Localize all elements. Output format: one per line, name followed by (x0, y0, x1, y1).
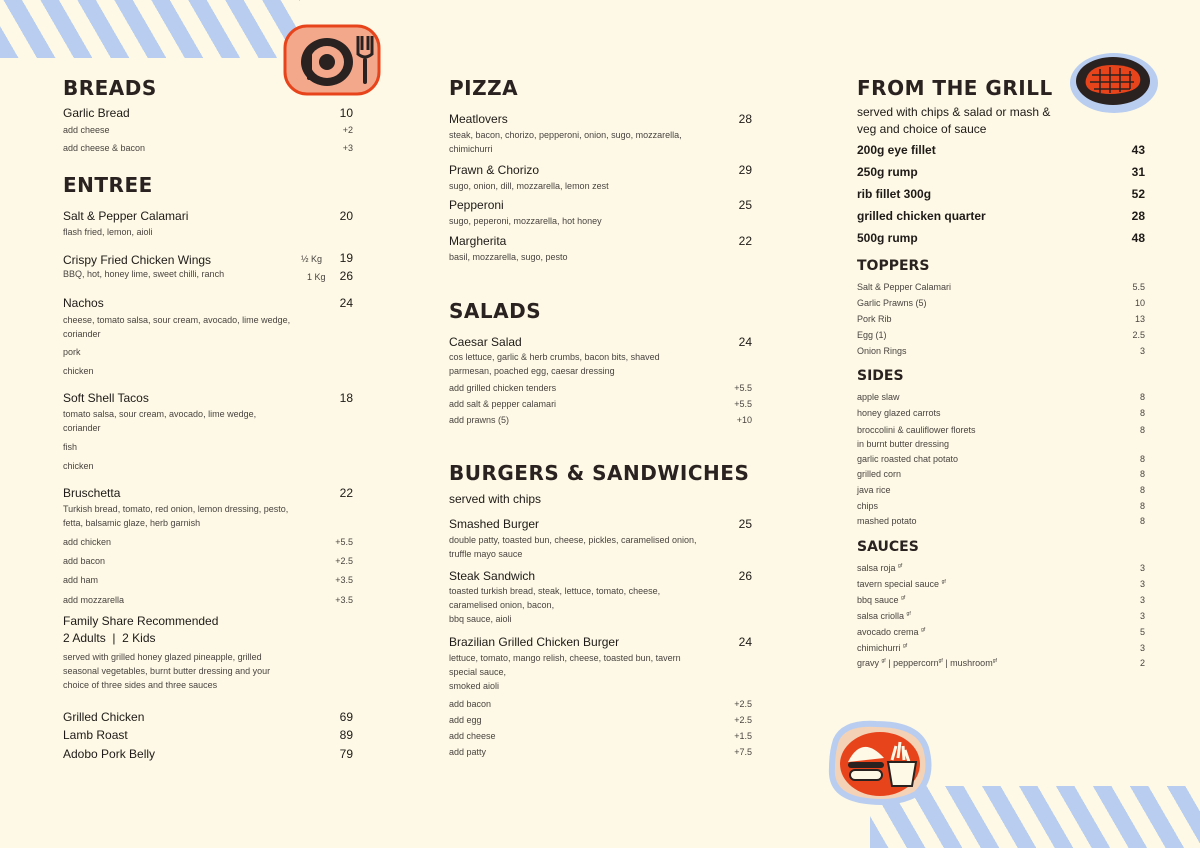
sauce-row: salsa roja $^{gf}$ 3 (857, 563, 1145, 573)
addon-add-cheese-bacon: add cheese & bacon +3 (63, 143, 353, 153)
burgers-heading: BURGERS & SANDWICHES (449, 461, 750, 485)
addon-row: add chicken +5.5 (63, 537, 353, 547)
side-row: grilled corn 8 (857, 469, 1145, 479)
gluten-free-tag: gf (992, 658, 997, 664)
side-row: java rice 8 (857, 485, 1145, 495)
addon-row: add ham +3.5 (63, 575, 353, 585)
topper-row: Pork Rib 13 (857, 314, 1145, 324)
side-row: garlic roasted chat potato 8 (857, 454, 1145, 464)
wings-price-kg: 26 (339, 269, 353, 283)
topper-row: Garlic Prawns (5) 10 (857, 298, 1145, 308)
addon-row: add bacon +2.5 (63, 556, 353, 566)
prawn-chorizo-description: sugo, onion, dill, mozzarella, lemon zest (449, 181, 609, 191)
bruschetta-description: Turkish bread, tomato, red onion, lemon dressing, pesto, fetta, balsamic glaze, herb garnish (63, 504, 289, 528)
entree-heading: ENTREE (63, 173, 153, 197)
menu-item-grilled-chicken: Grilled Chicken 69 (63, 710, 353, 724)
menu-item-nachos: Nachos 24 (63, 296, 353, 310)
margherita-description: basil, mozzarella, sugo, pesto (449, 252, 568, 262)
menu-item-pepperoni: Pepperoni 25 (449, 198, 752, 212)
addon-row: add patty +7.5 (449, 747, 752, 757)
tacos-option-chicken: chicken (63, 461, 94, 471)
topper-row: Onion Rings 3 (857, 346, 1145, 356)
addon-row: add salt & pepper calamari +5.5 (449, 399, 752, 409)
brazilian-burger-description: lettuce, tomato, mango relish, cheese, toasted bun, tavern special sauce, (449, 653, 681, 677)
menu-item-margherita: Margherita 22 (449, 234, 752, 248)
topper-row: Egg (1) 2.5 (857, 330, 1145, 340)
gluten-free-tag: gf (881, 658, 886, 664)
menu-item-steak-sandwich: Steak Sandwich 26 (449, 569, 752, 583)
menu-item-meatlovers: Meatlovers 28 (449, 112, 752, 126)
nachos-description: cheese, tomato salsa, sour cream, avocado, lime wedge, coriander (63, 315, 291, 339)
sauce-row: bbq sauce $^{gf}$ 3 (857, 595, 1145, 605)
gluten-free-tag: gf (898, 563, 903, 569)
gluten-free-tag: gf (938, 658, 943, 664)
menu-item-bruschetta: Bruschetta 22 (63, 486, 353, 500)
nachos-option-pork: pork (63, 347, 81, 357)
menu-item-lamb-roast: Lamb Roast 89 (63, 728, 353, 742)
menu-item-smashed-burger: Smashed Burger 25 (449, 517, 752, 531)
menu-item-chicken-wings: Crispy Fried Chicken Wings ½ Kg 19 1 Kg 26 (63, 251, 353, 283)
side-row: apple slaw 8 (857, 392, 1145, 402)
gluten-free-tag: gf (903, 643, 908, 649)
menu-item-calamari: Salt & Pepper Calamari 20 (63, 209, 353, 223)
addon-row: add mozzarella +3.5 (63, 595, 353, 605)
addon-add-cheese: add cheese +2 (63, 125, 353, 135)
breads-heading: BREADS (63, 76, 157, 100)
menu-item-caesar-salad: Caesar Salad 24 (449, 335, 752, 349)
side-description: in burnt butter dressing (857, 439, 950, 449)
nachos-option-chicken: chicken (63, 366, 94, 376)
wings-description: BBQ, hot, honey lime, sweet chilli, ranch (63, 269, 225, 279)
burger-fries-icon (826, 720, 934, 811)
addon-row: add egg +2.5 (449, 715, 752, 725)
family-share-subtitle: 2 Adults | 2 Kids (63, 631, 156, 645)
family-share-title: Family Share Recommended (63, 614, 219, 628)
side-row: mashed potato 8 (857, 516, 1145, 526)
family-share-description: served with grilled honey glazed pineapple, grilled seasonal vegetables, burnt butter dressing and your choice of three sides and three sauces (63, 652, 271, 690)
sauce-row: chimichurri $^{gf}$ 3 (857, 643, 1145, 653)
sauce-row: tavern special sauce $^{gf}$ 3 (857, 579, 1145, 589)
menu-item-brazilian-chicken-burger: Brazilian Grilled Chicken Burger 24 (449, 635, 752, 649)
stripe-decoration-top (0, 0, 300, 58)
burgers-subtitle: served with chips (449, 492, 542, 506)
menu-item-tacos: Soft Shell Tacos 18 (63, 391, 353, 405)
steak-sandwich-description-2: bbq sauce, aioli (449, 614, 512, 624)
menu-item-eye-fillet: 200g eye fillet 43 (857, 143, 1145, 157)
wings-price-half: 19 (339, 251, 353, 265)
menu-item-chicken-quarter: grilled chicken quarter 28 (857, 209, 1145, 223)
sauce-row: avocado crema $^{gf}$ 5 (857, 627, 1145, 637)
sides-heading: SIDES (857, 368, 904, 384)
gluten-free-tag: gf (901, 595, 906, 601)
side-row: broccolini & cauliflower florets 8 (857, 425, 1145, 435)
sauces-heading: SAUCES (857, 539, 919, 555)
side-row: honey glazed carrots 8 (857, 408, 1145, 418)
wings-size-kg: 1 Kg (307, 272, 326, 282)
addon-row: add bacon +2.5 (449, 699, 752, 709)
addon-row: add grilled chicken tenders +5.5 (449, 383, 752, 393)
menu-item-adobo-pork-belly: Adobo Pork Belly 79 (63, 747, 353, 761)
sauce-row-gravy: gravy $^{gf}$ | peppercorn$^{gf}$ | mushroom$^{gf}$ 2 (857, 658, 1145, 668)
brazilian-burger-description-2: smoked aioli (449, 681, 500, 691)
gluten-free-tag: gf (941, 579, 946, 585)
menu-item-500g-rump: 500g rump 48 (857, 231, 1145, 245)
grill-subtitle: served with chips & salad or mash & veg and choice of sauce (857, 105, 1051, 136)
topper-row: Salt & Pepper Calamari 5.5 (857, 282, 1145, 292)
wings-size-half: ½ Kg (301, 254, 323, 264)
sauce-row: salsa criolla $^{gf}$ 3 (857, 611, 1145, 621)
pepperoni-description: sugo, peperoni, mozzarella, hot honey (449, 216, 602, 226)
gluten-free-tag: gf (921, 627, 926, 633)
side-row: chips 8 (857, 501, 1145, 511)
caesar-description: cos lettuce, garlic & herb crumbs, bacon bits, shaved parmesan, poached egg, caesar dressing (449, 352, 660, 376)
menu-item-250g-rump: 250g rump 31 (857, 165, 1145, 179)
smashed-burger-description: double patty, toasted bun, cheese, pickles, caramelised onion, truffle mayo sauce (449, 535, 697, 559)
tacos-option-fish: fish (63, 442, 78, 452)
steak-sandwich-description: toasted turkish bread, steak, lettuce, tomato, cheese, caramelised onion, bacon, (449, 586, 661, 610)
toppers-heading: TOPPERS (857, 258, 930, 274)
calamari-description: flash fried, lemon, aioli (63, 227, 153, 237)
tacos-description: tomato salsa, sour cream, avocado, lime wedge, coriander (63, 409, 257, 433)
gluten-free-tag: gf (906, 611, 911, 617)
addon-row: add prawns (5) +10 (449, 415, 752, 425)
salads-heading: SALADS (449, 299, 542, 323)
menu-item-garlic-bread: Garlic Bread 10 (63, 106, 353, 120)
addon-row: add cheese +1.5 (449, 731, 752, 741)
menu-item-prawn-chorizo: Prawn & Chorizo 29 (449, 163, 752, 177)
menu-item-rib-fillet: rib fillet 300g 52 (857, 187, 1145, 201)
meatlovers-description: steak, bacon, chorizo, pepperoni, onion, sugo, mozzarella, chimichurri (449, 130, 682, 154)
grill-heading: FROM THE GRILL (857, 76, 1053, 100)
pizza-heading: PIZZA (449, 76, 519, 100)
